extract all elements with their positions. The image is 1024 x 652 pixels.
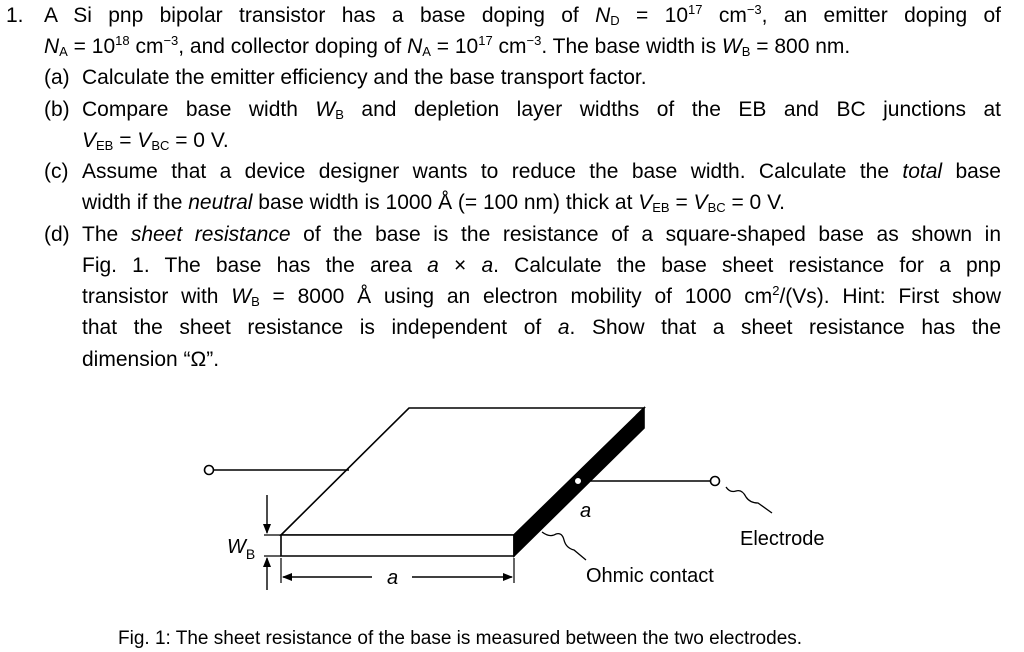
part-d-line-5: dimension “Ω”.: [82, 348, 220, 371]
wb-label: $W_B$: [227, 536, 256, 562]
electrode-label: Electrode: [740, 528, 825, 550]
part-d-line-2: Fig. 1. The base has the area a × a. Calculate the base sheet resistance for a pnp: [82, 254, 1001, 277]
ohmic-contact-label: Ohmic contact: [586, 565, 714, 587]
part-b-line-2: $V_{EB} = V_{BC} = 0$ V.: [82, 129, 229, 153]
intro-line-1: A Si pnp bipolar transistor has a base doping of $N_D = 10^{17}$ $cm^{-3}$, an emitter doping of: [44, 2, 1001, 28]
part-c-line-2: width if the neutral base width is 1000 Å (= 100 nm) thick at $V_{EB} = V_{BC} = 0$ V.: [82, 191, 785, 215]
intro-line-2: $N_A = 10^{18}$ $cm^{-3}$, and collector doping of $N_A = 10^{17}$ $cm^{-3}$. The base width is $W_B = 800$ nm.: [44, 33, 851, 59]
ohmic-contact-leader: [542, 532, 586, 560]
sheet-resistance-figure: [0, 395, 1024, 625]
bottom-dimension-label: a: [387, 567, 399, 589]
part-a-label: (a): [44, 66, 70, 89]
part-d-line-1: The sheet resistance of the base is the resistance of a square-shaped base as shown in: [82, 223, 1001, 246]
part-b-line-1: Compare base width $W_B$ and depletion layer widths of the EB and BC junctions at: [82, 98, 1002, 122]
part-c-line-1: Assume that a device designer wants to reduce the base width. Calculate the total base: [82, 160, 1001, 183]
problem-number: 1.: [6, 4, 24, 27]
part-d-label: (d): [44, 223, 70, 246]
contact-point: [576, 479, 581, 484]
side-dimension-label: a: [580, 500, 592, 522]
electrode-leader: [726, 487, 772, 513]
part-a-text: Calculate the emitter efficiency and the base transport factor.: [82, 66, 647, 89]
slab-front-face: [281, 535, 514, 556]
part-b-label: (b): [44, 98, 70, 121]
figure-caption: Fig. 1: The sheet resistance of the base is measured between the two electrodes.: [118, 628, 803, 649]
part-d-line-3: transistor with $W_B = 8000$ Å using an electron mobility of 1000 $cm^2/(Vs)$. Hint: First show: [82, 283, 1001, 309]
left-electrode-terminal: [205, 466, 214, 475]
right-electrode-terminal: [711, 477, 720, 486]
part-c-label: (c): [44, 160, 69, 183]
part-d-line-4: that the sheet resistance is independent of a. Show that a sheet resistance has the: [82, 316, 1002, 339]
